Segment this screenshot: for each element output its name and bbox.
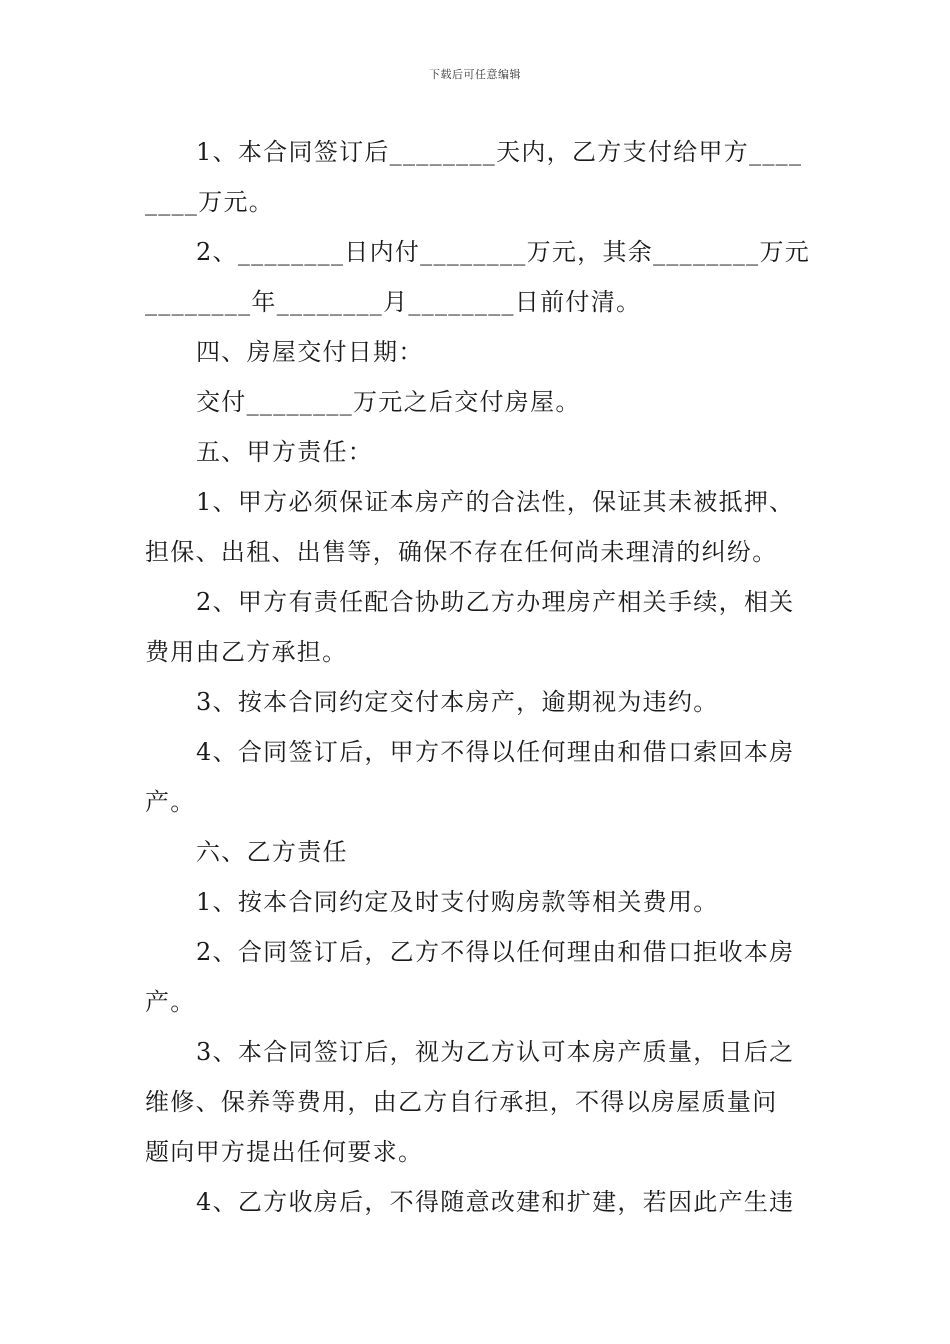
paragraph-line: 担保、出租、出售等，确保不存在任何尚未理清的纠纷。 bbox=[145, 538, 778, 566]
paragraph-line: 2、________日内付________万元，其余________万元 bbox=[196, 238, 811, 266]
paragraph-line: ____万元。 bbox=[145, 188, 275, 216]
paragraph-line: 4、合同签订后，甲方不得以任何理由和借口索回本房 bbox=[196, 738, 795, 766]
section-heading: 四、房屋交付日期： bbox=[196, 338, 424, 366]
paragraph-line: 题向甲方提出任何要求。 bbox=[145, 1138, 424, 1166]
paragraph-line: 4、乙方收房后，不得随意改建和扩建，若因此产生违 bbox=[196, 1188, 795, 1216]
paragraph-line: 费用由乙方承担。 bbox=[145, 638, 348, 666]
paragraph-line: 2、甲方有责任配合协助乙方办理房产相关手续，相关 bbox=[196, 588, 795, 616]
section-heading: 六、乙方责任 bbox=[196, 838, 348, 866]
paragraph-line: 3、按本合同约定交付本房产，逾期视为违约。 bbox=[196, 688, 719, 716]
paragraph-line: 维修、保养等费用，由乙方自行承担，不得以房屋质量问 bbox=[145, 1088, 778, 1116]
paragraph-line: 交付________万元之后交付房屋。 bbox=[196, 388, 581, 416]
paragraph-line: 产。 bbox=[145, 988, 196, 1016]
section-heading: 五、甲方责任： bbox=[196, 438, 374, 466]
paragraph-line: 1、按本合同约定及时支付购房款等相关费用。 bbox=[196, 888, 719, 916]
page-header: 下载后可任意编辑 bbox=[429, 68, 521, 81]
paragraph-line: 产。 bbox=[145, 788, 196, 816]
paragraph-line: 3、本合同签订后，视为乙方认可本房产质量，日后之 bbox=[196, 1038, 795, 1066]
paragraph-line: 2、合同签订后，乙方不得以任何理由和借口拒收本房 bbox=[196, 938, 795, 966]
paragraph-line: 1、本合同签订后________天内，乙方支付给甲方____ bbox=[196, 138, 803, 166]
paragraph-line: ________年________月________日前付清。 bbox=[145, 288, 642, 316]
paragraph-line: 1、甲方必须保证本房产的合法性，保证其未被抵押、 bbox=[196, 488, 795, 516]
